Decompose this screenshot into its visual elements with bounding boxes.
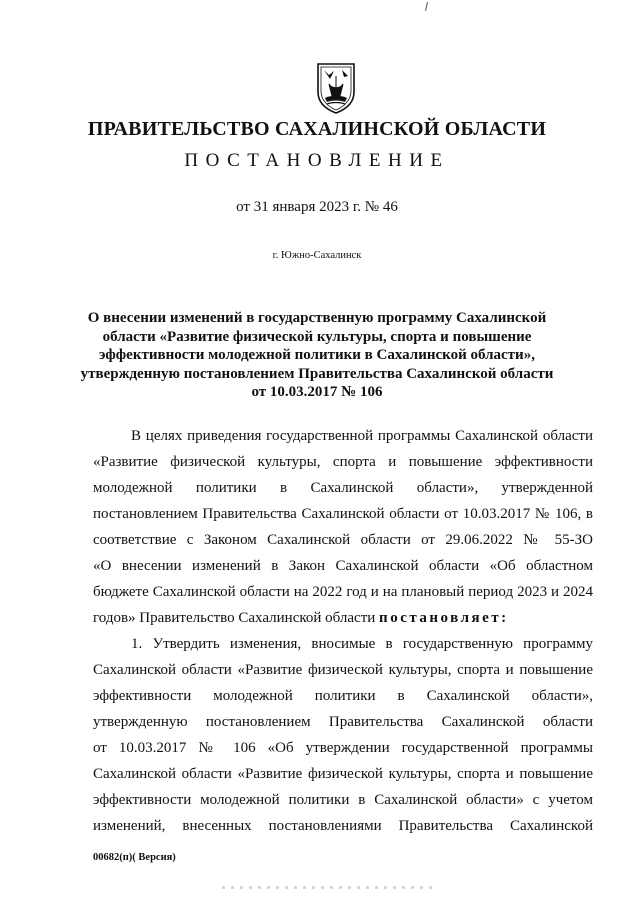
body-line-text: годов» Правительство Сахалинской области — [93, 610, 376, 626]
body-line: эффективности молодежной политики в Сахалинской области» с учетом — [93, 792, 593, 808]
title-line: области «Развитие физической культуры, спорта и повышение — [102, 328, 532, 345]
sakhalin-coat-of-arms-icon — [316, 62, 356, 114]
body-line: В целях приведения государственной программы Сахалинской области — [131, 428, 593, 444]
scan-noise — [222, 886, 432, 889]
document-date-number: от 31 января 2023 г. № 46 — [236, 199, 398, 215]
document-city: г. Южно-Сахалинск — [272, 250, 362, 261]
body-line: соответствие с Законом Сахалинской области от 29.06.2022 № 55-ЗО — [93, 532, 593, 548]
resolves-word: постановляет: — [379, 610, 509, 626]
body-line: Сахалинской области «Развитие физической культуры, спорта и повышение — [93, 662, 593, 678]
body-line: бюджете Сахалинской области на 2022 год и на плановый период 2023 и 2024 — [93, 584, 593, 600]
government-name: ПРАВИТЕЛЬСТВО САХАЛИНСКОЙ ОБЛАСТИ — [87, 118, 547, 140]
title-line: О внесении изменений в государственную программу Сахалинской — [87, 310, 547, 326]
body-line: «О внесении изменений в Закон Сахалинской области «Об областном — [93, 558, 593, 574]
body-line: от 10.03.2017 № 106 «Об утверждении государственной программы — [93, 740, 593, 756]
footer-document-code: 00682(п)( Версия) — [93, 852, 176, 863]
body-line — [93, 610, 593, 627]
body-line: изменений, внесенных постановлениями Правительства Сахалинской — [93, 818, 593, 834]
body-line: молодежной политики в Сахалинской области», утвержденной — [93, 480, 593, 496]
body-line: Сахалинской области «Развитие физической культуры, спорта и повышение — [93, 766, 593, 782]
document-title — [0, 309, 634, 402]
title-line: утвержденную постановлением Правительства Сахалинской области — [80, 365, 554, 382]
scan-mark — [425, 2, 428, 11]
title-line: от 10.03.2017 № 106 — [251, 384, 383, 400]
document-type: ПОСТАНОВЛЕНИЕ — [184, 150, 450, 171]
body-line: «Развитие физической культуры, спорта и повышение эффективности — [93, 454, 593, 470]
body-line: утвержденную постановлением Правительства Сахалинской области — [93, 714, 593, 730]
body-line: постановлением Правительства Сахалинской области от 10.03.2017 № 106, в — [93, 506, 593, 522]
title-line: эффективности молодежной политики в Сахалинской области», — [99, 347, 535, 363]
body-line: 1. Утвердить изменения, вносимые в государственную программу — [131, 636, 593, 652]
body-line: эффективности молодежной политики в Сахалинской области», — [93, 688, 593, 704]
